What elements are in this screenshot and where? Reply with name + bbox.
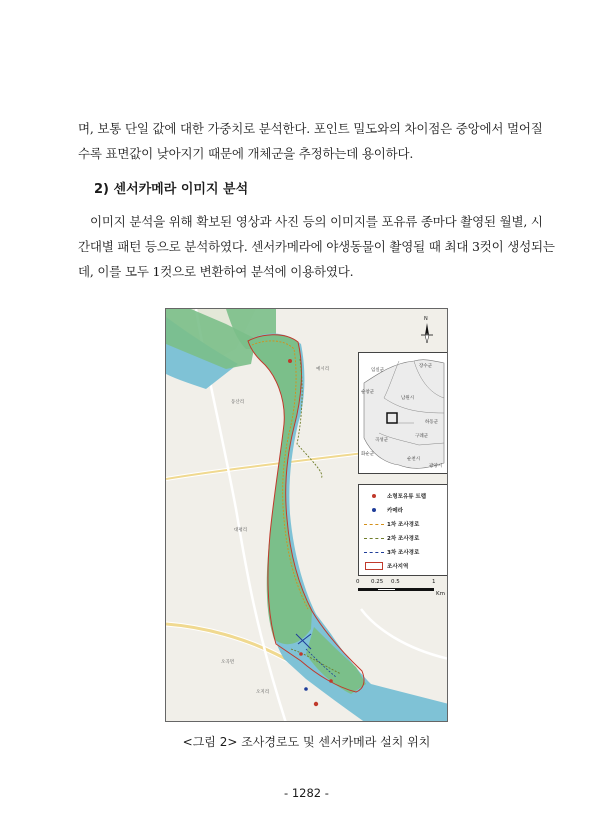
route-3-line-icon: [364, 552, 384, 553]
paragraph-line: 이미지 분석을 위해 확보된 영상과 사진 등의 이미지를 포유류 종마다 촬영된 월별, 시: [90, 214, 543, 229]
north-label: N: [424, 316, 428, 322]
trap-marker-icon: [372, 494, 376, 498]
survey-area-box-icon: [365, 562, 383, 570]
figure-caption: <그림 2> 조사경로도 및 센서카메라 설치 위치: [182, 735, 431, 749]
map-place-label: 오곡면: [221, 660, 235, 665]
legend-label: 3차 조사경로: [387, 550, 420, 556]
map-place-label: 대평리: [234, 528, 248, 533]
scale-bar: [356, 579, 448, 601]
scale-tick: 0.25: [371, 579, 384, 585]
inset-label: 순천시: [407, 457, 421, 462]
legend-item: [363, 505, 403, 515]
scale-unit: Km: [436, 591, 445, 597]
legend-label: 2차 조사경로: [387, 536, 420, 542]
scale-tick: 1: [432, 579, 436, 585]
inset-label: 곡성군: [375, 438, 389, 443]
inset-label: 임실군: [371, 368, 385, 373]
paragraph-line: 수록 표면값이 낮아지기 때문에 개체군을 추정하는데 용이하다.: [78, 146, 414, 161]
legend-label: 소형포유류 트랩: [387, 494, 427, 500]
inset-label: 순창군: [361, 390, 375, 395]
legend-label: 카메라: [387, 508, 403, 514]
paragraph-image-analysis: [78, 209, 555, 284]
map-place-label: 동산리: [231, 400, 245, 405]
scale-tick: 0.5: [391, 579, 400, 585]
legend-item: [363, 547, 419, 557]
map-legend: [358, 484, 448, 576]
section-heading: 2) 센서카메라 이미지 분석: [94, 182, 249, 197]
page-number: - 1282 -: [284, 786, 329, 800]
inset-label: 화순군: [361, 452, 375, 457]
legend-item: [363, 491, 426, 501]
paragraph-line: 간대별 패턴 등으로 분석하였다. 센서카메라에 야생동물이 촬영될 때 최대 3컷이 생성되는: [78, 239, 555, 254]
paragraph-line: 데, 이를 모두 1컷으로 변환하여 분석에 이용하였다.: [78, 264, 354, 279]
legend-label: 1차 조사경로: [387, 522, 420, 528]
inset-label: 장수군: [419, 364, 433, 369]
survey-route-map: [165, 308, 448, 722]
legend-label: 조사지역: [387, 564, 409, 570]
inset-label: 하동군: [425, 420, 439, 425]
scale-tick: 0: [356, 579, 360, 585]
north-arrow: [417, 317, 437, 347]
map-place-label: 오지리: [256, 690, 270, 695]
inset-label: 광양시: [429, 464, 443, 469]
inset-label: 구례군: [415, 434, 429, 439]
route-1-line-icon: [364, 524, 384, 525]
route-2-line-icon: [364, 538, 384, 539]
legend-item: [363, 561, 408, 571]
map-place-label: 예시리: [316, 367, 330, 372]
legend-item: [363, 533, 419, 543]
camera-marker-icon: [372, 508, 376, 512]
paragraph-line: 며, 보통 단일 값에 대한 가중치로 분석한다. 포인트 밀도와의 차이점은 중앙에서 멀어질: [78, 121, 543, 136]
inset-label: 남원시: [401, 396, 415, 401]
paragraph-continued: [78, 116, 548, 166]
inset-locator-map: [358, 352, 448, 474]
legend-item: [363, 519, 419, 529]
